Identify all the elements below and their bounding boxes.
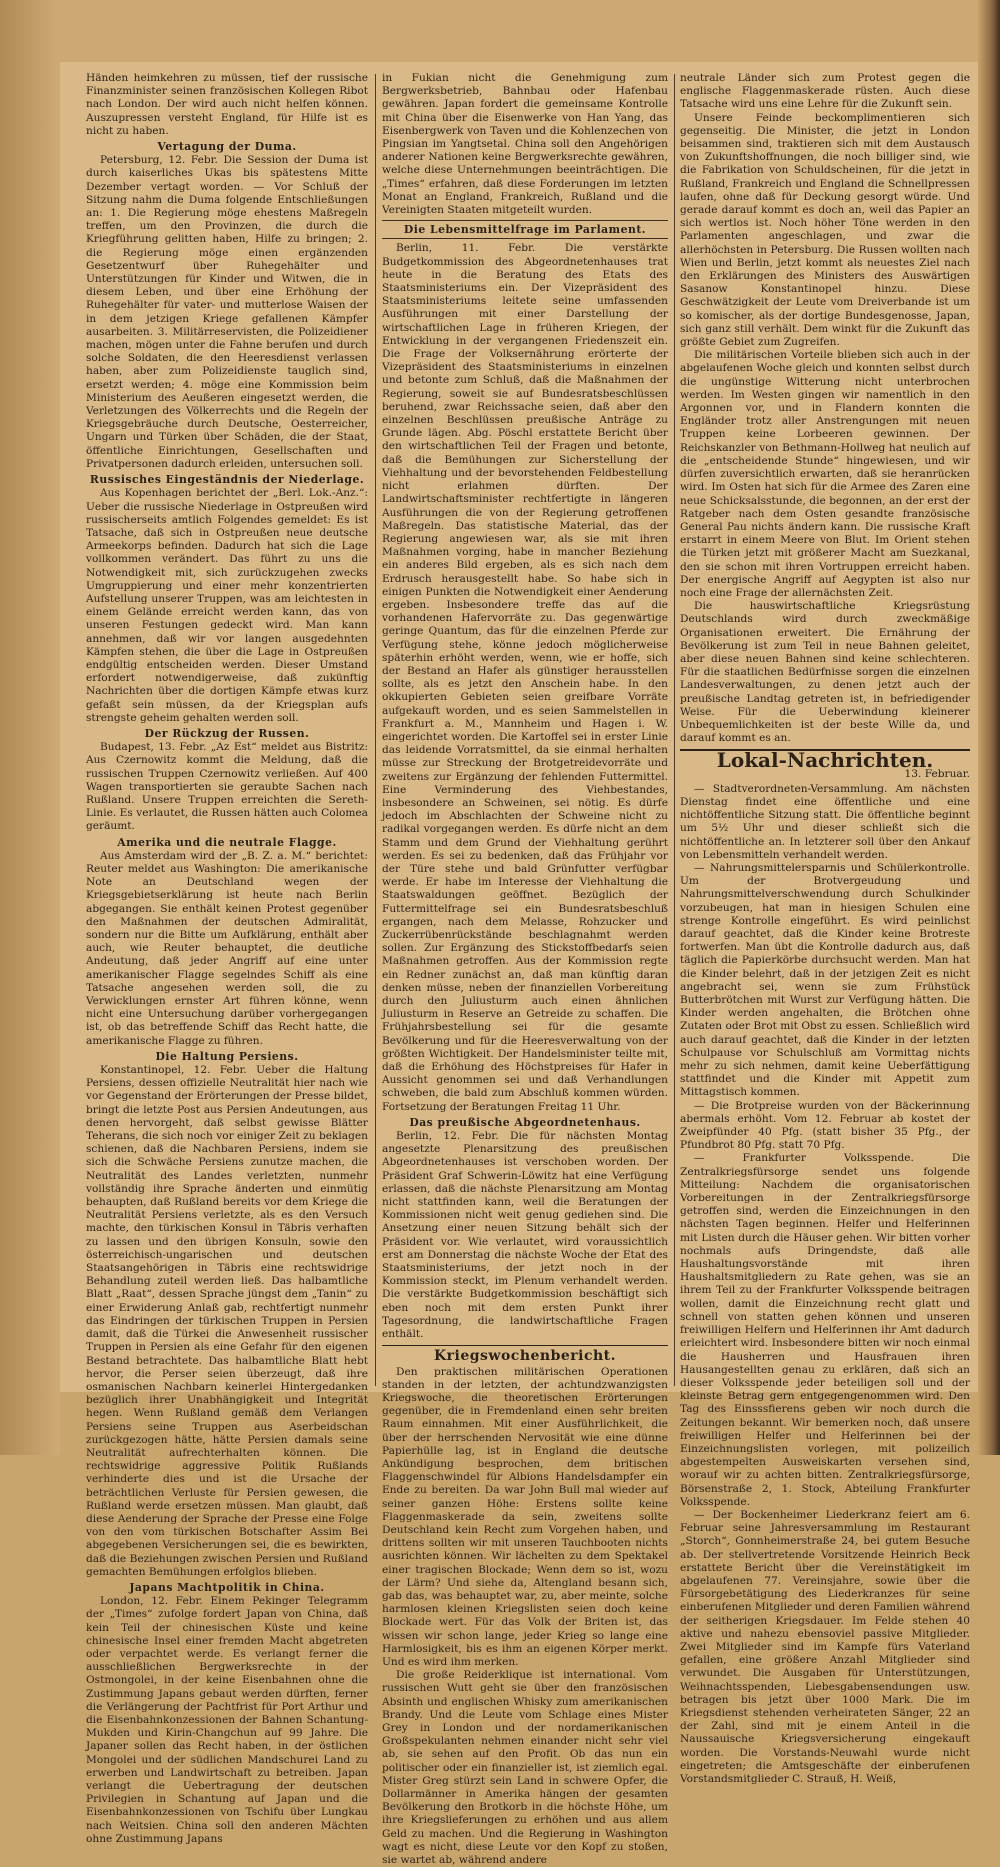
article-paragraph: Aus Kopenhagen berichtet der „Berl. Lok.-Anz.“: Ueber die russische Niederlage in Ostpreußen wird russischerseits amtlich Folgendes gemeldet: Es ist Tatsache, daß sich in Ostpreußen neue deutsche Armeekorps befinden. Dadurch hat sich die Lage vollkommen verändert. Das führt zu uns die Notwendigkeit mit, sich zurückzugehen zwecks Umgruppierung und einer mehr konzentrierten Aufstellung unserer Truppen, was am leichtesten in einem Gelände erreicht werden kann, das von unseren Festungen gedeckt wird. Man kann annehmen, daß wir vor langen ausgedehnten Kämpfen stehen, die über die Lage in Ostpreußen endgültig entscheiden werden. Dieser Umstand erfordert notwendigerweise, daß zukünftig Nachrichten über die dortigen Kämpfe etwas kurz gefaßt sein müssen, da der Kriegsplan aufs strengste geheim gehalten werden soll. bbox=[86, 487, 368, 724]
newspaper-page bbox=[60, 62, 978, 1867]
article-heading: Der Rückzug der Russen. bbox=[144, 726, 310, 740]
article-paragraph: Berlin, 11. Febr. Die verstärkte Budgetkommission des Abgeordnetenhauses trat heute in die Beratung des Etats des Staatsministeriums ein. Der Vizepräsident des Staatsministeriums leitete seine umfassenden Ausführungen mit einer Darstellung der wirtschaftlichen Lage in früheren Kriegen, der Entwicklung in der vergangenen Friedenszeit ein. Die Frage der Volksernährung erörterte der Vizepräsident des Staatsministeriums in einzelnen und betonte zum Schluß, daß die Maßnahmen der Regierung, soweit sie auf Bundesratsbeschlüssen beruhend, zwar Reichssache seien, daß aber den einzelnen Beschlüssen preußische Anträge zu Grunde lägen. Abg. Pöschl erstattete Bericht über den wirtschaftlichen Teil der Fragen und betonte, daß die Bemühungen zur Sicherstellung der Viehhaltung und der bevorstehenden Feldbestellung nicht erlahmen dürften. Der Landwirtschaftsminister rechtfertigte in längeren Ausführungen die von der Regierung getroffenen Maßregeln. Das statistische Material, das der Regierung angewiesen war, als sie mit ihren Maßnahmen vorging, habe in mancher Beziehung ein anderes Bild ergeben, als es sich nach dem Erdrusch herausgestellt habe. So habe sich in einigen Punkten die Notwendigkeit einer Aenderung ergeben. Insbesondere treffe das auf die vorhandenen Hafervorräte zu. Das gegenwärtige geringe Quantum, das für die einzelnen Pferde zur Verfügung stehe, könne jedoch möglicherweise späterhin erhöht werden, wenn, wie er hoffe, sich der Bestand an Hafer als günstiger herausstellen sollte, als es jetzt den Anschein habe. In den okkupierten Gebieten seien greifbare Vorräte aufgekauft worden, und es seien Sammelstellen in Frankfurt a. M., Mannheim und Hagen i. W. eingerichtet worden. Die Kartoffel sei in erster Linie das leidende Vorratsmittel, da sie einmal herhalten müsse zur Streckung der Brotgetreidevorräte und zweitens zur Ergänzung der fehlenden Futtermittel. Eine Verminderung des Viehbestandes, insbesondere an Schweinen, sei nötig. Es dürfe jedoch im Abschlachten der Schweine nicht zu radikal vorgegangen werden. Es dürfe nicht an dem Stamm und dem Grund der Viehhaltung gerührt werden. Es sei zu bedenken, daß das Frühjahr vor der Türe stehe und bald Grünfutter verfügbar werde. Er habe im Interesse der Viehhaltung die Staatswaldungen geöffnet. Bezüglich der Futtermittelfrage sei ein Bundesratsbeschluß ergangen, nach dem Melasse, Rohzucker und Zuckerrübenrückstände beschlagnahmt werden sollen. Zur Ergänzung des Stickstoffbedarfs seien Maßnahmen getroffen. Aus der Kommission regte ein Redner zunächst an, daß man künftig daran denken müsse, neben der finanziellen Vorbereitung durch den Juliusturm auch einen ähnlichen Juliusturm in Reserve an Getreide zu schaffen. Die Frühjahrsbestellung sei für die gesamte Bevölkerung und für die Heeresverwaltung von der größten Wichtigkeit. Der Handelsminister teilte mit, daß die Erhöhung des Höchstpreises für Hafer in Aussicht genommen sei und daß Verhandlungen schweben, die bald zum Abschluß kommen würden. Fortsetzung der Beratungen Freitag 11 Uhr. bbox=[382, 242, 668, 1113]
article-paragraph: in Fukian nicht die Genehmigung zum Bergwerksbetrieb, Bahnbau oder Hafenbau gewähren. Japan fordert die gemeinsame Kontrolle mit China über die Eisenwerke von Han Yang, das Eisenbergwerk von Taven und die Kohlenzechen von Pingsian im Yangtsetal. China soll den Angehörigen anderer Nationen keine Bergwerksrechte gewähren, welche diese Unternehmungen beeinträchtigen. Die „Times“ erfahren, daß diese Forderungen im letzten Monat an England, Frankreich, Rußland und die Vereinigten Staaten mitgeteilt wurden. bbox=[382, 72, 668, 217]
column-3 bbox=[680, 72, 970, 1785]
article-paragraph: — Der Bockenheimer Liederkranz feiert am 6. Februar seine Jahresversammlung im Restaurant „Storch“, Gonnheimerstraße 24, bei gutem Besuche ab. Der stellvertretende Vorsitzende Heinrich Beck erstattete Bericht über die Vereinstätigkeit im abgelaufenen 77. Vereinsjahre, sowie über die Fürsorgebetätigung des Liederkranzes für seine einberufenen Mitglieder und deren Familien während der seitherigen Kriegsdauer. Im Felde stehen 40 aktive und nahezu ebensoviel passive Mitglieder. Zwei Mitglieder sind im Kampfe fürs Vaterland gefallen, eine größere Anzahl Mitglieder sind verwundet. Die Ausgaben für Unterstützungen, Weihnachtsspenden, Liebesgabensendungen usw. betragen bis jetzt über 1000 Mark. Die im Kriegsdienst stehenden verheirateten Sänger, 22 an der Zahl, sind mit je einem Anteil in die Naussauische Kriegsversicherung eingekauft worden. Die Vorstands-Neuwahl wurde nicht eingetreten; die Amtsgeschäfte der einberufenen Vorstandsmitglieder C. Strauß, H. Weiß, bbox=[680, 1508, 970, 1785]
article-paragraph: neutrale Länder sich zum Protest gegen die englische Flaggenmaskerade rüsten. Auch diese Tatsache wird uns eine Lehre für die Zukunft sein. bbox=[680, 72, 970, 111]
article-paragraph: — Die Brotpreise wurden von der Bäckerinnung abermals erhöht. Vom 12. Februar ab kostet der Zweipfünder 40 Pfg. (statt bisher 35 Pfg., der Pfundbrot 80 Pfg. statt 70 Pfg. bbox=[680, 1099, 970, 1152]
article-heading: Amerika und die neutrale Flagge. bbox=[117, 835, 337, 849]
article-heading: Die Haltung Persiens. bbox=[155, 1049, 299, 1063]
article-paragraph: Die große Reiderklique ist international. Vom russischen Wutt geht sie über den französischen Absinth und englischen Whisky zum amerikanischen Brandy. Und die Leute vom Schlage eines Mister Grey in London und der nordamerikanischen Großspekulanten nehmen einander nicht sehr viel ab, sie sehen auf den Profit. Ob das nun ein politischer oder ein finanzieller ist, ist ziemlich egal. Mister Greg stürzt sein Land in schwere Opfer, die Dollarmänner in Amerika hängen der gesamten Bevölkerung den Brotkorb in die höchste Höhe, um ihre Kriegslieferungen zu erhöhen und aus allem Geld zu machen. Und die Regierung in Washington wagt es nicht, diese Leute vor den Kopf zu stoßen, sie wartet ab, während andere bbox=[382, 1669, 668, 1867]
section-title: Kriegswochenbericht. bbox=[433, 1348, 617, 1365]
section-title: Lokal-Nachrichten. bbox=[680, 749, 970, 767]
article-paragraph: Konstantinopel, 12. Febr. Ueber die Haltung Persiens, dessen offizielle Neutralität hier nach wie vor Gegenstand der Erörterungen der Presse bildet, bringt die letzte Post aus Persien Andeutungen, aus denen hervorgeht, daß selbst gewisse Blätter Teherans, die sich noch vor einiger Zeit zu beklagen schienen, daß die Nachbaren Persiens, indem sie sich die Schwäche Persiens zunutze machen, die Neutralität des Landes verletzten, nunmehr vollständig ihre Sprache änderten und einmütig behaupten, daß Rußland bereits vor dem Kriege die Neutralität Persiens verletzte, als es den Versuch machte, den türkischen Konsul in Täbris verhaften zu lassen und den übrigen Konsuln, sowie den österreichisch-ungarischen und deutschen Staatsangehörigen in Täbris eine rechtswidrige Behandlung zuteil werden ließ. Das halbamtliche Blatt „Raat“, dessen Sprache jüngst dem „Tanin“ zu einer Erwiderung Anlaß gab, rechtfertigt nunmehr das Eindringen der türkischen Truppen in Persien damit, daß die Türkei die Anwesenheit russischer Truppen in Persien als eine Gefahr für den eigenen Bestand betrachtete. Das halbamtliche Blatt hebt hervor, die Perser seien überzeugt, daß ihre osmanischen Nachbarn keinerlei Hintergedanken bezüglich ihrer Unabhängigkeit und Integrität hegen. Wenn Rußland gemäß dem Verlangen Persiens seine Truppen aus Aserbeidschan zurückgezogen hätte, hätte Persien damals seine Neutralität aufrechterhalten können. Die rechtswidrige aggressive Politik Rußlands verhinderte dies und ist die Ursache der beträchtlichen Verluste für Persien gewesen, die Rußland werde ersetzen müssen. Man glaubt, daß diese Aenderung der Sprache der Presse eine Folge von den vom türkischen Botschafter Assim Bei abgegebenen Versicherungen sei, die es bewirkten, daß die Beziehungen zwischen Persien und Rußland gemachten Bemühungen erfolglos blieben. bbox=[86, 1064, 368, 1578]
page-right-edge bbox=[978, 0, 1000, 1455]
article-paragraph: — Stadtverordneten-Versammlung. Am nächsten Dienstag findet eine öffentliche und eine nichtöffentliche Sitzung statt. Die öffentliche beginnt um 5½ Uhr und dieser schließt sich die nichtöffentliche an. In letzterer soll über den Ankauf von Lebensmitteln verhandelt werden. bbox=[680, 782, 970, 861]
article-paragraph: London, 12. Febr. Einem Pekinger Telegramm der „Times“ zufolge fordert Japan von China, daß kein Teil der chinesischen Küste und keine chinesische Insel einer fremden Macht abgetreten oder verpachtet werde. Es verlangt ferner die ausschließlichen Bergwerksrechte in der Ostmongolei, in der keine Eisenbahnen ohne die Zustimmung Japans gebaut werden dürften, ferner die Verlängerung der Pachtfrist für Port Arthur und die Eisenbahnkonzessionen der Bahnen Schantung-Mukden und Kirin-Changchun auf 99 Jahre. Die Japaner sollen das Recht haben, in der östlichen Mongolei und der südlichen Mandschurei Land zu erwerben und Landwirtschaft zu betreiben. Japan verlangt die Uebertragung der deutschen Privilegien in Schantung auf Japan und die Eisenbahnkonzessionen von Tschifu über Lungkau nach Weitsien. China soll den anderen Mächten ohne Zustimmung Japans bbox=[86, 1595, 368, 1845]
column-1 bbox=[86, 72, 368, 1845]
article-paragraph: Petersburg, 12. Febr. Die Session der Duma ist durch kaiserliches Ukas bis spätestens Mitte Dezember vertagt worden. — Vor Schluß der Sitzung nahm die Duma folgende Entschließungen an: 1. Die Regierung möge ehestens Maßregeln treffen, um den Provinzen, die durch die Kriegführung gelitten haben, Hilfe zu bringen; 2. die Regierung möge einen ergänzenden Gesetzentwurf über Ruhegehälter und Unterstützungen für Kinder und Witwen, die in diesem Leben, und über eine Erhöhung der Ruhegehälter für vater- und mutterlose Waisen der in dem jetzigen Kriege gefallenen Kämpfer ausarbeiten. 3. Militärreservisten, die Polizeidiener machen, mögen unter die Fahne berufen und durch solche Soldaten, die den Heeresdienst verlassen haben, aber zum Polizeidienste tauglich sind, ersetzt werden; 4. möge eine Kommission beim Ministerium des Aeußeren eingesetzt werden, die Verletzungen des Völkerrechts und die Regeln der Kriegsgebräuche durch Deutsche, Oesterreicher, Ungarn und Türken über Schäden, die der Staat, öffentliche Einrichtungen, Gesellschaften und Privatpersonen dadurch erleiden, untersuchen soll. bbox=[86, 154, 368, 470]
article-paragraph: Budapest, 13. Febr. „Az Est“ meldet aus Bistritz: Aus Czernowitz kommt die Meldung, daß die russischen Truppen Czernowitz verließen. Auf 400 Wagen transportierten sie geraubte Sachen nach Rußland. Unsere Truppen erreichten die Sereth-Linie. Es verlautet, die Russen hätten auch Colomea geräumt. bbox=[86, 741, 368, 833]
column-2 bbox=[382, 72, 668, 1867]
article-heading: Die Lebensmittelfrage im Parlament. bbox=[382, 220, 668, 239]
article-paragraph: — Nahrungsmittelersparnis und Schülerkontrolle. Um der Brotvergeudung und Nahrungsmittelverschwendung durch Schulkinder vorzubeugen, hat man in hiesigen Schulen eine strenge Kontrolle eingeführt. Es wird peinlichst darauf geachtet, daß die Kinder keine Brotreste fortwerfen. Man übt die Kontrolle dadurch aus, daß täglich die Papierkörbe durchsucht werden. Man hat die Kinder belehrt, daß in der jetzigen Zeit es nicht angebracht sei, wenn sie zum Frühstück Butterbrötchen mit Wurst zur Verfügung hätten. Die Kinder werden angehalten, die Brötchen ohne Zutaten oder Brot mit Obst zu essen. Schließlich wird auch darauf geachtet, daß die Kinder in der letzten Schulpause vor Schulschluß am Vormittag nichts mehr zu sich nehmen, damit keine Ueberfättigung stattfindet und die Kinder mit Appetit zum Mittagstisch kommen. bbox=[680, 861, 970, 1099]
article-heading: Russisches Eingeständnis der Niederlage. bbox=[89, 473, 365, 487]
date-line: 13. Februar. bbox=[904, 767, 970, 780]
section-divider bbox=[382, 1345, 668, 1346]
column-rule bbox=[375, 74, 376, 1386]
column-rule bbox=[674, 74, 675, 1386]
article-heading: Vertagung der Duma. bbox=[157, 140, 297, 154]
article-paragraph: Händen heimkehren zu müssen, tief der russische Finanzminister seinen französischen Kollegen Ribot nach London. Der wird auch nicht helfen können. Auszupressen versteht England, für Hilfe ist es nicht zu haben. bbox=[86, 72, 368, 137]
article-heading: Das preußische Abgeordnetenhaus. bbox=[409, 1115, 641, 1129]
article-paragraph: Die hauswirtschaftliche Kriegsrüstung Deutschlands wird durch zweckmäßige Organisationen erweitert. Die Ernährung der Bevölkerung ist zum Teil in neue Bahnen geleitet, aber diese neuen Bahnen sind keine schlechteren. Für die staatlichen Bedürfnisse sorgen die einzelnen Landesverwaltungen, zu denen jetzt auch der preußische Landtag getreten ist, in befriedigender Weise. Für die Ueberwindung kleinerer Unbequemlichkeiten ist der beste Wille da, und darauf kommt es an. bbox=[680, 600, 970, 745]
article-paragraph: Die militärischen Vorteile blieben sich auch in der abgelaufenen Woche gleich und konnten selbst durch die ungünstige Witterung nicht unterbrochen werden. Im Westen gingen wir namentlich in den Argonnen vor, und in Flandern konnten die Engländer trotz aller Anstrengungen mit neuen Truppen keine Lorbeeren gewinnen. Der Reichskanzler von Bethmann-Hollweg hat neulich auf die „entscheidende Stunde“ hingewiesen, und wir dürfen zuversichtlich erwarten, daß sie heranrücken wird. Im Osten hat sich für die Armee des Zaren eine neue Schicksalsstunde, die begonnen, an der erst der Ratgeber nach dem Osten gesandte französische General Pau nichts ändern kann. Die russische Kraft erstarrt in einem Meere von Blut. Im Orient stehen die Türken jetzt mit größerer Macht am Suezkanal, den sie schon mit ihren Vortruppen erreicht haben. Der energische Angriff auf Aegypten ist also nur noch eine Frage der allernächsten Zeit. bbox=[680, 349, 970, 599]
page-top-edge bbox=[0, 0, 1000, 62]
article-paragraph: Aus Amsterdam wird der „B. Z. a. M.“ berichtet: Reuter meldet aus Washington: Die amerikanische Note an Deutschland wegen der Kriegsgebietserklärung ist heute nach Berlin abgegangen. Sie enthält keinen Protest gegenüber den Maßnahmen der deutschen Admiralität, sondern nur die Bitte um Aufklärung, enthält aber auch, wie Reuter behauptet, die deutliche Andeutung, daß jeder Angriff auf eine unter amerikanischer Flagge segelndes Schiff als eine Tatsache angesehen werden soll, die zu Verwicklungen ernster Art führen könne, wenn nicht eine Untersuchung darüber vorhergegangen ist, ob das betreffende Schiff das Recht hatte, die amerikanische Flagge zu führen. bbox=[86, 849, 368, 1047]
article-paragraph: Den praktischen militärischen Operationen standen in der letzten, der achtundzwanzigsten Kriegswoche, die theoretischen Erörterungen gegenüber, die in Fremdenland einen sehr breiten Raum einnahmen. Mit einer Ausführlichkeit, die über der herrschenden Nervosität wie eine dünne Papierhülle lag, ist in England die deutsche Ankündigung besprochen, dem britischen Flaggenschwindel für Albions Handelsdampfer ein Ende zu bereiten. Da war John Bull mal wieder auf seiner ganzen Höhe: Erstens sollte keine Flaggenmaskerade da sein, zweitens sollte Deutschland kein Recht zum Vorgehen haben, und drittens sollten wir mit unseren Tauchbooten nichts ausrichten können. Wir lächelten zu dem Spektakel einer tragischen Blockade; Wenn dem so ist, wozu der Lärm? Und siehe da, Altengland besann sich, gab das, was behauptet war, zu, aber meinte, solche harmlosen kleinen Kriegslisten seien doch keine Blockade wert. Für das Volk der Briten ist, das wissen wir schon lange, jeder Krieg so lange eine Harmlosigkeit, bis es ihm an eigenen Körper merkt. Und es wird ihm merken. bbox=[382, 1365, 668, 1668]
article-paragraph: Berlin, 12. Febr. Die für nächsten Montag angesetzte Plenarsitzung des preußischen Abgeordnetenhauses ist verschoben worden. Der Präsident Graf Schwerin-Löwitz hat eine Verfügung erlassen, daß die nächste Plenarsitzung am Montag nicht stattfinden kann, weil die Beratungen der Kommissionen nicht weit genug gediehen sind. Die Ansetzung einer neuen Sitzung behält sich der Präsident vor. Wie verlautet, wird voraussichtlich erst am Donnerstag die nächste Woche der Etat des Staatsministeriums, der jetzt noch in der Kommission steckt, im Plenum verhandelt werden. Die verstärkte Budgetkommission beschäftigt sich eben noch mit dem ersten Punkt ihrer Tagesordnung, die landwirtschaftliche Fragen enthält. bbox=[382, 1130, 668, 1341]
book-binding bbox=[0, 0, 60, 1455]
article-paragraph: Unsere Feinde beckomplimentieren sich gegenseitig. Die Minister, die jetzt in London beisammen sind, traktieren sich mit dem Austausch von Zukunftshoffnungen, die noch billiger sind, wie die Fabrikation von Schuldscheinen, für die jetzt in Rußland, Frankreich und England die Schnellpressen laufen, ohne daß für Deckung gesorgt würde. Und gerade darauf kommt es doch an, weil das Papier an sich wertlos ist. Noch höher Töne werden in den Parlamenten angeschlagen, und zwar die allerhöchsten in Petersburg. Die Russen wollten nach Wien und Berlin, jetzt kommt als neuestes Ziel nach den Erklärungen des Ministers des Auswärtigen Sasanow Konstantinopel hinzu. Diese Geschwätzigkeit der Leute vom Dreiverbande ist um so komischer, als der dortige Bundesgenosse, Japan, sich ganz still verhält. Dem winkt für die Zukunft das größte Gebiet zum Zugreifen. bbox=[680, 111, 970, 349]
article-heading: Japans Machtpolitik in China. bbox=[129, 1580, 325, 1594]
article-paragraph: — Frankfurter Volksspende. Die Zentralkriegsfürsorge sendet uns folgende Mitteilung: Nachdem die organisatorischen Vorbereitungen in der Zentralkriegsfürsorge getroffen sind, werden die Einzeichnungen in den nächsten Tagen beginnen. Helfer und Helferinnen mit Listen durch die Häuser gehen. Wir bitten vorher nochmals aufs Dringendste, daß alle Haushaltungsvorstände mit ihren Haushaltsmitgliedern zu Rate gehen, was sie an ihrem Teil zu der Frankfurter Volksspende beitragen wollen, damit die Einzeichnung recht glatt und schnell von statten gehen können und unseren freiwilligen Helfern und Helferinnen ihr Amt dadurch erleichtert wird. Insbesondere bitten wir noch einmal die Hausherren und Hausfrauen ihren Hausangestellten genau zu erklären, daß sich an dieser Volksspende jeder beteiligen soll und der kleinste Betrag gern entgegengenommen wird. Den Tag des Einsssfierens geben wir noch durch die Zeitungen bekannt. Wir bemerken noch, daß unsere freiwilligen Helfer und Helferinnen bei der Einzeichnungslisten vorlegen, mit polizeilich abgestempelten Ausweiskarten versehen sind, worauf wir zu achten bitten. Zentralkriegsfürsorge, Börsenstraße 2, 1. Stock, Abteilung Frankfurter Volksspende. bbox=[680, 1152, 970, 1508]
